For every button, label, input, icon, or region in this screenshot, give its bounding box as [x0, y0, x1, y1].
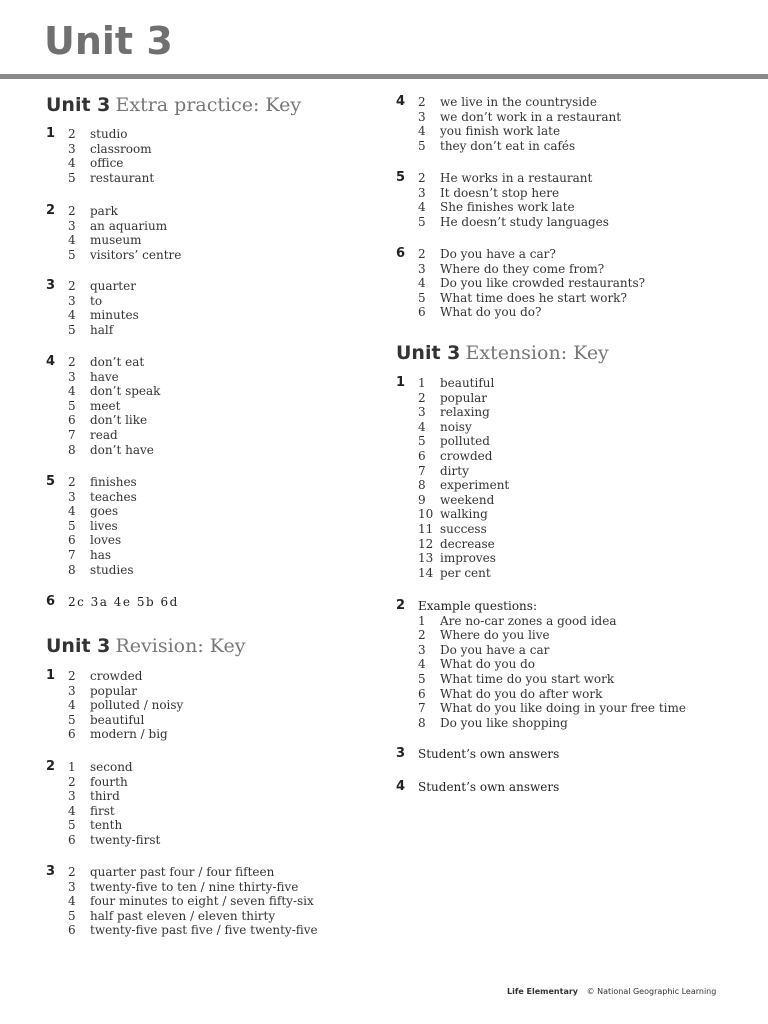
item-number: 1	[418, 613, 426, 628]
item-number: 12	[418, 536, 434, 551]
item-text: popular	[90, 683, 138, 698]
extra-practice-heading	[46, 96, 301, 115]
item-text: they don’t eat in cafés	[440, 138, 576, 153]
item-text: polluted / noisy	[90, 698, 184, 713]
answer-item	[68, 698, 183, 713]
answer-item	[68, 279, 139, 294]
answer-item	[418, 464, 509, 479]
item-text: What do you do after work	[440, 686, 603, 701]
item-text: Do you like shopping	[440, 715, 568, 730]
answer-item	[418, 449, 509, 464]
item-text: polluted	[440, 434, 490, 449]
item-number: 3	[418, 185, 426, 200]
item-number: 4	[68, 308, 76, 323]
extension-heading	[396, 344, 609, 363]
exercise-number: 3	[46, 278, 56, 293]
item-number: 5	[418, 214, 426, 229]
answer-list	[68, 127, 154, 185]
answer-item	[68, 323, 139, 338]
item-text: modern / big	[90, 727, 168, 742]
item-number: 5	[68, 518, 76, 533]
item-text: office	[90, 156, 124, 171]
item-text: decrease	[440, 536, 495, 551]
answer-item	[418, 171, 609, 186]
item-text: quarter	[90, 279, 136, 293]
item-text: studies	[90, 562, 134, 577]
item-number: 2	[68, 669, 76, 683]
answer-item	[418, 262, 645, 277]
heading-unit: Unit 3	[396, 342, 461, 364]
answer-item	[68, 127, 154, 142]
answer-item	[68, 563, 137, 578]
item-number: 6	[68, 413, 76, 428]
item-number: 10	[418, 507, 434, 522]
item-number: 6	[68, 832, 76, 847]
answer-list	[68, 204, 181, 262]
answer-item	[68, 204, 181, 219]
answer-item	[418, 420, 509, 435]
item-text: beautiful	[90, 712, 145, 727]
answer-item	[418, 687, 686, 702]
answer-item	[418, 522, 509, 537]
answer-item	[68, 804, 160, 819]
answer-item	[418, 493, 509, 508]
answer-item	[68, 533, 137, 548]
item-number: 14	[418, 565, 434, 580]
item-number: 3	[418, 109, 426, 124]
item-number: 3	[68, 489, 76, 504]
answer-list	[68, 355, 160, 457]
item-number: 4	[68, 698, 76, 713]
item-number: 3	[68, 369, 76, 384]
answer-item	[68, 684, 183, 699]
item-text: we don’t work in a restaurant	[440, 109, 622, 124]
answer-item	[418, 110, 621, 125]
item-number: 11	[418, 521, 434, 536]
item-number: 2	[418, 628, 426, 643]
revision-heading	[46, 637, 245, 656]
item-text: an aquarium	[90, 218, 168, 233]
page-footer	[507, 987, 716, 996]
answer-item	[418, 305, 645, 320]
item-number: 2	[418, 171, 426, 185]
answer-item	[418, 139, 621, 154]
item-number: 2	[68, 865, 76, 879]
answer-item	[68, 370, 160, 385]
exercise-number: 4	[396, 94, 406, 109]
item-text: museum	[90, 233, 142, 248]
answer-item	[68, 384, 160, 399]
item-text: popular	[440, 390, 488, 405]
item-text: studio	[90, 127, 128, 141]
item-text: tenth	[90, 818, 123, 833]
item-text: meet	[90, 398, 121, 413]
item-number: 3	[418, 261, 426, 276]
answer-item	[68, 171, 154, 186]
item-text: don’t eat	[90, 355, 145, 369]
item-text: crowded	[440, 448, 493, 463]
item-number: 1	[68, 760, 76, 774]
item-number: 2	[418, 247, 426, 261]
item-text: lives	[90, 518, 118, 533]
item-text: don’t have	[90, 442, 154, 457]
answer-item	[68, 475, 137, 490]
item-number: 4	[418, 124, 426, 139]
answer-item	[68, 399, 160, 414]
item-text: has	[90, 547, 112, 562]
answer-line: Student’s own answers	[418, 780, 560, 794]
item-number: 8	[418, 715, 426, 730]
item-number: 2	[68, 127, 76, 141]
answer-list	[68, 475, 137, 577]
item-text: don’t speak	[90, 384, 161, 399]
item-number: 4	[418, 419, 426, 434]
answer-item	[68, 909, 318, 924]
item-text: She finishes work late	[440, 200, 575, 215]
answer-line: Student’s own answers	[418, 747, 560, 761]
exercise-number: 1	[46, 668, 56, 683]
item-number: 2	[68, 475, 76, 489]
exercise-number: 1	[396, 375, 406, 390]
item-number: 6	[68, 923, 76, 938]
item-number: 2	[68, 204, 76, 218]
item-text: quarter past four / four fifteen	[90, 865, 275, 879]
item-number: 5	[68, 398, 76, 413]
item-number: 8	[418, 478, 426, 493]
item-text: experiment	[440, 478, 510, 493]
exercise-number: 5	[396, 170, 406, 185]
answer-item	[68, 219, 181, 234]
item-text: Are no-car zones a good idea	[440, 613, 617, 628]
item-number: 2	[68, 279, 76, 293]
item-text: twenty-first	[90, 832, 161, 847]
answer-item	[68, 727, 183, 742]
answer-item	[68, 248, 181, 263]
item-text: teaches	[90, 489, 137, 504]
item-text: finishes	[90, 475, 137, 489]
item-number: 4	[418, 657, 426, 672]
answer-item	[418, 478, 509, 493]
exercise-intro: Example questions:	[418, 599, 537, 613]
item-text: first	[90, 803, 115, 818]
item-text: dirty	[440, 463, 469, 478]
item-text: minutes	[90, 308, 139, 323]
item-text: park	[90, 204, 118, 218]
item-text: classroom	[90, 141, 152, 156]
item-text: to	[90, 293, 103, 308]
answer-item	[418, 434, 509, 449]
item-number: 4	[68, 384, 76, 399]
item-text: crowded	[90, 669, 143, 683]
item-text: relaxing	[440, 405, 490, 420]
item-text: half past eleven / eleven thirty	[90, 908, 276, 923]
answer-item	[418, 537, 509, 552]
item-number: 6	[68, 533, 76, 548]
book-title: Life Elementary	[507, 987, 579, 996]
answer-item	[68, 865, 318, 880]
item-number: 2	[418, 95, 426, 109]
item-number: 5	[68, 170, 76, 185]
answer-list	[68, 760, 160, 848]
item-text: beautiful	[440, 376, 495, 390]
item-number: 7	[68, 427, 76, 442]
item-number: 5	[68, 322, 76, 337]
item-text: third	[90, 789, 120, 804]
exercise-number: 1	[46, 126, 56, 141]
answer-list	[418, 599, 686, 730]
exercise-number: 4	[46, 354, 56, 369]
answer-item	[418, 405, 509, 420]
item-number: 3	[68, 789, 76, 804]
item-text: weekend	[440, 492, 495, 507]
item-number: 4	[68, 233, 76, 248]
answer-item	[68, 789, 160, 804]
answer-item	[418, 716, 686, 731]
answer-list	[68, 279, 139, 337]
answer-item	[68, 156, 154, 171]
header-divider	[0, 74, 768, 79]
answer-list	[418, 95, 621, 153]
item-number: 6	[68, 727, 76, 742]
item-number: 4	[68, 156, 76, 171]
item-number: 5	[418, 290, 426, 305]
answer-item	[418, 247, 645, 262]
answer-item	[68, 548, 137, 563]
answer-item	[418, 507, 509, 522]
item-number: 2	[418, 390, 426, 405]
item-number: 5	[418, 138, 426, 153]
item-number: 9	[418, 492, 426, 507]
item-number: 5	[68, 712, 76, 727]
answer-item	[418, 657, 686, 672]
item-number: 6	[418, 448, 426, 463]
answer-item	[418, 566, 509, 581]
exercise-number: 2	[396, 598, 406, 613]
answer-item	[418, 391, 509, 406]
item-number: 3	[68, 141, 76, 156]
answer-item	[418, 643, 686, 658]
item-text: It doesn’t stop here	[440, 185, 560, 200]
answer-item	[418, 276, 645, 291]
item-text: What do you like doing in your free time	[440, 701, 686, 716]
answer-item	[418, 291, 645, 306]
item-text: twenty-five to ten / nine thirty-five	[90, 879, 299, 894]
item-text: He works in a restaurant	[440, 171, 593, 185]
answer-item	[418, 124, 621, 139]
item-text: noisy	[440, 419, 472, 434]
item-text: second	[90, 760, 133, 774]
exercise-number: 2	[46, 203, 56, 218]
item-number: 2	[68, 774, 76, 789]
item-text: restaurant	[90, 170, 155, 185]
answer-item	[68, 294, 139, 309]
item-number: 5	[68, 247, 76, 262]
item-number: 5	[68, 818, 76, 833]
answer-item	[68, 669, 183, 684]
publisher-credit: © National Geographic Learning	[586, 987, 717, 996]
answer-item	[68, 308, 139, 323]
answer-item	[418, 614, 686, 629]
item-text: four minutes to eight / seven fifty-six	[90, 894, 314, 909]
item-number: 3	[418, 642, 426, 657]
exercise-number: 4	[396, 779, 406, 794]
item-text: Where do they come from?	[440, 261, 605, 276]
answer-item	[68, 775, 160, 790]
heading-unit: Unit 3	[46, 635, 111, 657]
item-text: don’t like	[90, 413, 148, 428]
answer-item	[418, 628, 686, 643]
item-number: 4	[418, 200, 426, 215]
exercise-number: 5	[46, 474, 56, 489]
item-text: we live in the countryside	[440, 95, 597, 109]
item-text: Do you like crowded restaurants?	[440, 276, 646, 291]
item-text: What do you do	[440, 657, 536, 672]
exercise-number: 2	[46, 759, 56, 774]
page-title: Unit 3	[44, 19, 173, 63]
item-number: 3	[68, 879, 76, 894]
answer-item	[418, 95, 621, 110]
item-text: read	[90, 427, 118, 442]
answer-item	[418, 701, 686, 716]
answer-item	[68, 428, 160, 443]
item-number: 3	[418, 405, 426, 420]
answer-item	[68, 490, 137, 505]
item-number: 8	[68, 562, 76, 577]
heading-unit: Unit 3	[46, 94, 111, 116]
item-number: 5	[68, 908, 76, 923]
answer-item	[68, 880, 318, 895]
item-number: 4	[68, 504, 76, 519]
answer-item	[418, 200, 609, 215]
item-number: 7	[418, 701, 426, 716]
answer-item	[68, 413, 160, 428]
answer-line: 2c 3a 4e 5b 6d	[68, 595, 179, 609]
item-text: Do you have a car	[440, 642, 550, 657]
answer-list	[68, 669, 183, 742]
item-text: What do you do?	[440, 305, 542, 320]
item-text: He doesn’t study languages	[440, 214, 609, 229]
answer-item	[68, 713, 183, 728]
answer-item	[418, 672, 686, 687]
item-text: loves	[90, 533, 122, 548]
answer-list	[418, 376, 509, 580]
item-number: 6	[418, 305, 426, 320]
item-number: 3	[68, 218, 76, 233]
item-number: 13	[418, 551, 434, 566]
item-text: Where do you live	[440, 628, 550, 643]
item-number: 1	[418, 376, 426, 390]
heading-title: Extra practice: Key	[115, 94, 302, 116]
answer-item	[68, 923, 318, 938]
heading-title: Extension: Key	[465, 342, 609, 364]
answer-list	[418, 171, 609, 229]
item-number: 4	[68, 803, 76, 818]
answer-item	[68, 760, 160, 775]
item-number: 7	[68, 547, 76, 562]
item-text: goes	[90, 504, 119, 519]
exercise-number: 6	[396, 246, 406, 261]
answer-item	[68, 519, 137, 534]
answer-item	[68, 355, 160, 370]
answer-item	[418, 186, 609, 201]
item-number: 4	[418, 276, 426, 291]
item-text: you finish work late	[440, 124, 561, 139]
item-text: What time do you start work	[440, 671, 615, 686]
item-text: fourth	[90, 774, 128, 789]
item-text: improves	[440, 551, 496, 566]
item-text: Do you have a car?	[440, 247, 556, 261]
item-text: What time does he start work?	[440, 290, 627, 305]
answer-item	[418, 376, 509, 391]
answer-item	[68, 894, 318, 909]
answer-item	[68, 504, 137, 519]
answer-item	[68, 142, 154, 157]
item-text: have	[90, 369, 119, 384]
answer-item	[418, 551, 509, 566]
answer-list	[68, 865, 318, 938]
item-number: 5	[418, 434, 426, 449]
exercise-number: 3	[46, 864, 56, 879]
answer-item	[68, 833, 160, 848]
exercise-number: 6	[46, 594, 56, 609]
answer-item	[418, 215, 609, 230]
item-number: 3	[68, 293, 76, 308]
item-number: 5	[418, 671, 426, 686]
exercise-number: 3	[396, 746, 406, 761]
item-text: walking	[440, 507, 488, 522]
item-number: 4	[68, 894, 76, 909]
item-number: 8	[68, 442, 76, 457]
item-text: twenty-five past five / five twenty-five	[90, 923, 318, 938]
item-number: 3	[68, 683, 76, 698]
item-text: success	[440, 521, 487, 536]
item-number: 6	[418, 686, 426, 701]
item-number: 2	[68, 355, 76, 369]
answer-item	[68, 818, 160, 833]
answer-item	[68, 443, 160, 458]
item-number: 7	[418, 463, 426, 478]
heading-title: Revision: Key	[115, 635, 246, 657]
item-text: per cent	[440, 565, 491, 580]
item-text: half	[90, 322, 114, 337]
item-text: visitors’ centre	[90, 247, 182, 262]
answer-item	[68, 233, 181, 248]
answer-list	[418, 247, 645, 320]
